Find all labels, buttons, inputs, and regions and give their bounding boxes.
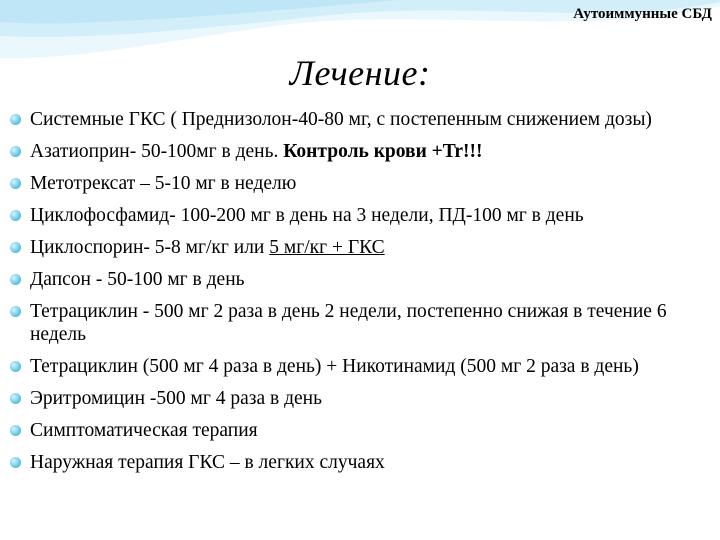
list-item: Азатиоприн- 50-100мг в день. Контроль крови +Tr!!! (10, 140, 700, 163)
list-item: Циклоспорин- 5-8 мг/кг или 5 мг/кг + ГКС (10, 236, 700, 259)
bullet-icon (10, 393, 21, 404)
topic-label: Аутоиммунные СБД (573, 6, 712, 22)
bullet-icon (10, 306, 21, 317)
treatment-list (10, 108, 700, 483)
bullet-icon (10, 242, 21, 253)
underlined-dose: 5 мг/кг + ГКС (269, 237, 385, 258)
slide-title: Лечение: (289, 53, 431, 93)
bullet-icon (10, 210, 21, 221)
list-item: Метотрексат – 5-10 мг в неделю (10, 172, 700, 195)
bullet-icon (10, 361, 21, 372)
bullet-icon (10, 425, 21, 436)
list-item: Симптоматическая терапия (10, 419, 700, 442)
bullet-icon (10, 457, 21, 468)
list-item: Тетрациклин - 500 мг 2 раза в день 2 недели, постепенно снижая в течение 6 недель (10, 300, 700, 346)
list-item: Циклофосфамид- 100-200 мг в день на 3 недели, ПД-100 мг в день (10, 204, 700, 227)
bullet-icon (10, 146, 21, 157)
list-item: Дапсон - 50-100 мг в день (10, 268, 700, 291)
bullet-icon (10, 114, 21, 125)
list-item: Эритромицин -500 мг 4 раза в день (10, 387, 700, 410)
list-item: Системные ГКС ( Преднизолон-40-80 мг, с постепенным снижением дозы) (10, 108, 700, 131)
list-item: Тетрациклин (500 мг 4 раза в день) + Никотинамид (500 мг 2 раза в день) (10, 355, 700, 378)
list-item: Наружная терапия ГКС – в легких случаях (10, 451, 700, 474)
bullet-icon (10, 178, 21, 189)
bullet-icon (10, 274, 21, 285)
blood-control-note: Контроль крови +Tr!!! (283, 141, 483, 162)
